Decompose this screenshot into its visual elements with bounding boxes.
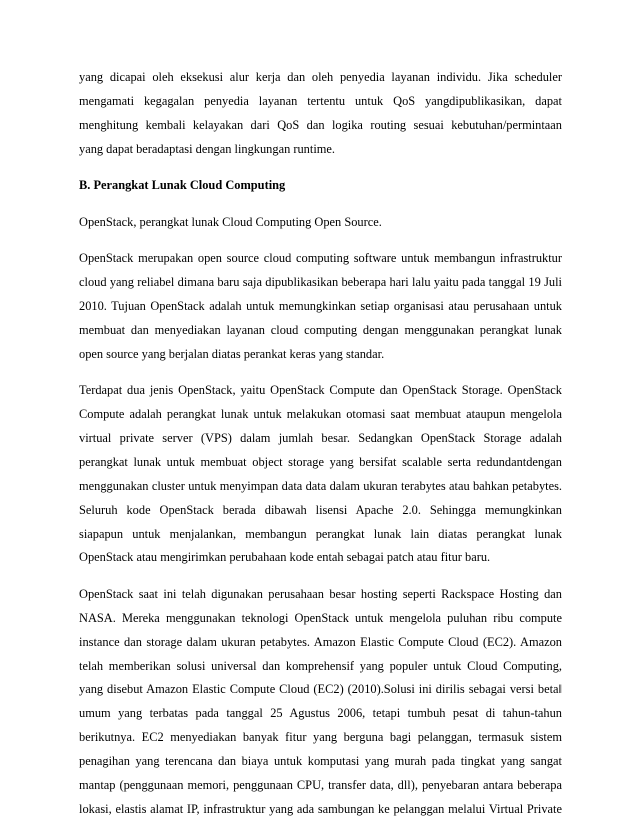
text-line: telah memberikan solusi universal dan komprehensif yang populer untuk Cloud Computing, (79, 658, 562, 673)
text-line: OpenStack, perangkat lunak Cloud Computing Open Source. (79, 214, 382, 229)
paragraph-openstack-definition (79, 247, 562, 366)
text-line: cloud yang reliabel dimana baru saja dipublikasikan beberapa hari lalu yaitu pada tanggal 19 Juli (79, 275, 562, 290)
text-line: menggunakan cluster untuk menyimpan data data dalam ukuran terabytes atau bahkan petabytes. (79, 478, 562, 493)
text-line: menghitung kembali kelayakan dari QoS dan logika routing sesuai kebutuhan/permintaan (79, 117, 562, 132)
text-line: Compute adalah perangkat lunak untuk melakukan otomasi saat membuat ataupun mengelola (79, 407, 562, 422)
text-line: virtual private server (VPS) dalam jumlah besar. Sedangkan OpenStack Storage adalah (79, 430, 562, 445)
text-line: Terdapat dua jenis OpenStack, yaitu OpenStack Compute dan OpenStack Storage. OpenStack (79, 383, 562, 398)
text-line: OpenStack saat ini telah digunakan perusahaan besar hosting seperti Rackspace Hosting dan (79, 586, 562, 601)
paragraph-openstack-usage (79, 583, 562, 822)
section-heading: B. Perangkat Lunak Cloud Computing (79, 178, 286, 193)
text-line: siapapun untuk menjalankan, membangun perangkat lunak lain diatas perangkat lunak (79, 526, 562, 541)
text-line: mantap (penggunaan memori, penggunaan CPU, transfer data, dll), penyebaran antara beberapa (79, 778, 562, 793)
paragraph-scheduler (79, 66, 562, 162)
text-line: open source yang berjalan diatas perankat keras yang standar. (79, 346, 385, 361)
text-line: perangkat lunak untuk membuat object storage yang bersifat scalable serta redundantdengan (79, 454, 562, 469)
text-line: NASA. Mereka menggunakan teknologi OpenStack untuk mengelola puluhan ribu compute (79, 610, 562, 625)
text-line: 2010. Tujuan OpenStack adalah untuk memungkinkan setiap organisasi atau perusahaan untuk (79, 298, 562, 313)
text-line: OpenStack merupakan open source cloud computing software untuk membangun infrastruktur (79, 251, 562, 266)
text-line: mengamati kegagalan penyedia layanan tertentu untuk QoS yangdipublikasikan, dapat (79, 93, 562, 108)
text-line: umum yang terbatas pada tanggal 25 Agustus 2006, tetapi tumbuh pesat di tahun-tahun (79, 706, 562, 721)
text-line: yang disebut Amazon Elastic Compute Cloud (EC2) (2010).Solusi ini dirilis sebagai versi beta‖ (79, 682, 562, 697)
paragraph-openstack-types (79, 379, 562, 570)
text-line: membuat dan menyediakan layanan cloud computing dengan menggunakan perangkat lunak (79, 322, 562, 337)
text-line: berikutnya. EC2 menyediakan banyak fitur yang berguna bagi pelanggan, termasuk sistem (79, 730, 562, 745)
text-line: lokasi, elastis alamat IP, infrastruktur yang ada sambungan ke pelanggan melalui Virtual Private (79, 801, 562, 816)
text-line: yang dicapai oleh eksekusi alur kerja dan oleh penyedia layanan individu. Jika scheduler (79, 70, 562, 84)
text-line: yang dapat beradaptasi dengan lingkungan runtime. (79, 141, 335, 156)
paragraph-openstack-intro (79, 211, 562, 235)
text-line: Seluruh kode OpenStack berada dibawah lisensi Apache 2.0. Sehingga memungkinkan (79, 502, 562, 517)
document-page (79, 66, 562, 834)
text-line: instance dan storage dalam ukuran petabytes. Amazon Elastic Compute Cloud (EC2). Amazon (79, 634, 562, 649)
text-line: OpenStack atau mengirimkan perubahaan kode entah sebagai patch atau fitur baru. (79, 550, 491, 565)
text-line: penagihan yang terencana dan biaya untuk komputasi yang murah pada tingkat yang sangat (79, 754, 562, 769)
